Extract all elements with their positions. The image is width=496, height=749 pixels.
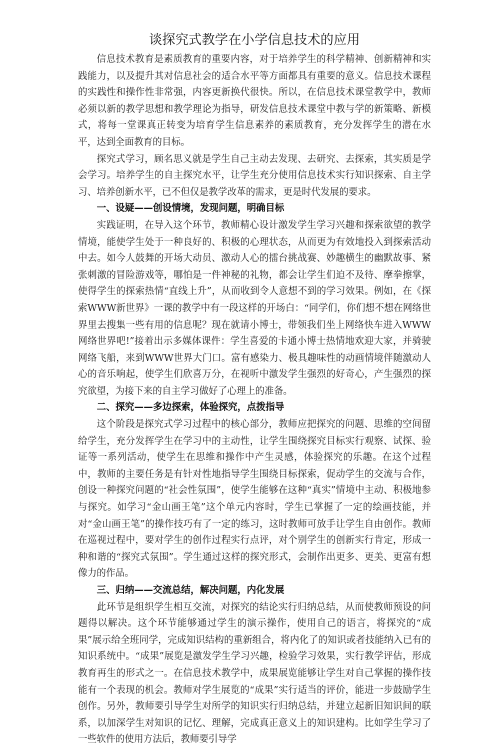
section-heading-2: 二、探究——多边探索，体验探究，点拨指导 (96, 402, 285, 414)
intro-paragraph-2: 探究式学习，顾名思义就是学生自己主动去发现、去研究、去探索，其实质是学会学习。培养学生的自主探究水平，让学生充分使用信息技术实行知识探索、自主学习、培养创新水平，已不但仅是教学改革的需求，更是时代发展的要求。 (78, 153, 431, 198)
section-heading-3: 三、归纳——交流总结，解决问题，内化发展 (96, 585, 285, 596)
section-heading-1: 一、设疑——创设情境，发现问题，明确目标 (96, 203, 285, 215)
intro-paragraph-1: 信息技术教育是素质教育的重要内容，对于培养学生的科学精神、创新精神和实践能力，以及提升其对信息社会的适合水平等方面都具有重要的意义。信息技术课程的实践性和操作性非常强，内容更新换代很快。所以，在信息技术课堂教学中，教师必须以新的教学思想和教学理论为指导，研发信息技术课堂中教与学的新策略、新模式，将每一堂课真正转变为培育学生信息素养的素质教育，充分发挥学生的潜在水平，达到全面教育的目标。 (78, 54, 431, 148)
document-title: 谈探究式教学在小学信息技术的应用 (149, 33, 360, 48)
document-page (78, 32, 431, 749)
section-1-paragraph: 实践证明，在导入这个环节，教师精心设计激发学生学习兴趣和探索欲望的教学情境，能使学生处于一种良好的、积极的心理状态，从而更为有效地投入到探索活动中去。如今人鼓舞的开场大动员、激动人心的擂台挑战赛、妙趣横生的幽默故事、紧张刺激的冒险游戏等，哪怕是一件神秘的礼物，都会让学生们迫不及待、摩拳擦掌，使得学生的探索热情“直线上升”，从而收到令人意想不到的学习效果。例如，在《探索WWW新世界》一课的教学中有一段这样的开场白：“同学们，你们想不想在网络世界里去搜集一些有用的信息呢？现在就请小博士，带领我们坐上网络快车进入WWW网络世界吧!”接着出示多媒体课件：学生喜爱的卡通小博士热情地欢迎大家，并骑驶网络飞船，来到WWW世界大门口。富有感染力、极具趣味性的动画情境伴随激动人心的音乐响起，使学生们欣喜万分，在视听中激发学生强烈的好奇心，产生强烈的探究欲望，为接下来的自主学习做好了心理上的准备。 (78, 219, 431, 397)
section-3-paragraph: 此环节是组织学生相互交流，对探究的结论实行归纳总结，从而使教师预设的问题得以解决。这个环节能够通过学生的演示操作，使用自己的语言，将探究的“成果”展示给全班同学，完成知识结构的重新组合，将内化了的知识或者技能纳入已有的知识系统中。“成果”展览是激发学生学习兴趣，检验学习效果，实行教学评估，形成教育再生的形式之一。在信息技术教学中，成果展览能够让学生对自己掌握的操作技能有一个表现的机会。教师对学生展览的“成果”实行适当的评价，能进一步鼓励学生创作。另外，教师要引导学生对所学的知识实行归纳总结，并建立起新旧知识间的联系，以加深学生对知识的记忆、理解，完成真正意义上的知识建构。比如学生学习了一些软件的使用方法后，教师要引导学 (78, 601, 431, 746)
section-2-paragraph: 这个阶段是探究式学习过程中的核心部分，教师应把探究的问题、思维的空间留给学生，充分发挥学生在学习中的主动性，让学生围绕探究目标实行观察、试探、验证等一系列活动，使学生在思维和操作中产生灵感，体验探究的乐趣。在这个过程中，教师的主要任务是有针对性地指导学生围绕目标探索，促动学生的交流与合作，创设一种探究问题的“社会性氛围”，使学生能够在这种“真实”情境中主动、积极地参与探究。如学习“金山画王笔”这个单元内容时，学生已掌握了一定的绘画技能，并对“金山画王笔”的操作技巧有了一定的练习，这时教师可放手让学生自由创作。教师在巡视过程中，要对学生的创作过程实行点评，对个别学生的创新实行肯定，形成一种和谐的“探究式氛围”。学生通过这样的探究形式，会制作出更多、更美、更富有想像力的作品。 (78, 419, 431, 580)
